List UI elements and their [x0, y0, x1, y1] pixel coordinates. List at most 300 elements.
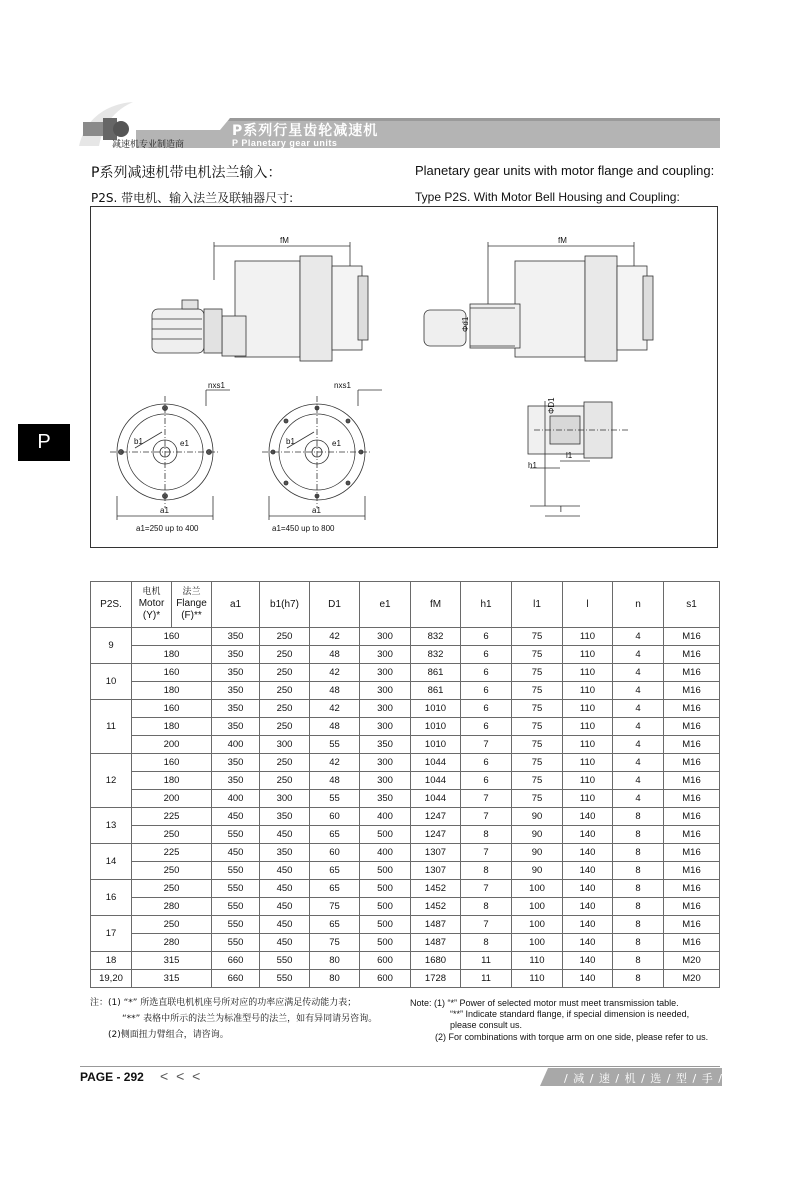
- cell-value: 90: [512, 826, 563, 844]
- cell-value: 500: [360, 826, 411, 844]
- note-en-1: Note: (1) “*” Power of selected motor must meet transmission table.: [410, 998, 679, 1008]
- cell-value: 8: [613, 952, 664, 970]
- cell-value: 90: [512, 844, 563, 862]
- note-cn-1: 注：(1) “*” 所选直联电机机座号所对应的功率应满足传动能力表；: [90, 998, 357, 1008]
- col-header-motor-code: (Y)*: [142, 610, 161, 621]
- cell-value: 48: [310, 682, 360, 700]
- col-header-b1: b1(h7): [260, 582, 310, 628]
- table-row: [91, 772, 720, 790]
- cell-value: 200: [132, 790, 212, 808]
- cell-value: 350: [212, 682, 260, 700]
- cell-value: 7: [461, 916, 512, 934]
- table-row: [91, 844, 720, 862]
- cell-value: 140: [563, 844, 613, 862]
- cell-value: 8: [613, 898, 664, 916]
- cell-size: 16: [91, 880, 132, 916]
- cell-value: 350: [212, 772, 260, 790]
- cell-value: 4: [613, 700, 664, 718]
- dim-nxs1-a: nxs1: [208, 381, 225, 390]
- col-header-flange-code: (F)**: [181, 610, 202, 621]
- cell-value: 861: [411, 664, 461, 682]
- cell-value: 300: [360, 682, 411, 700]
- cell-value: 180: [132, 718, 212, 736]
- cell-value: 550: [212, 934, 260, 952]
- cell-value: 160: [132, 664, 212, 682]
- brand-tagline: 减速机专业制造商: [112, 140, 185, 150]
- cell-value: 500: [360, 934, 411, 952]
- cell-value: 110: [563, 736, 613, 754]
- cell-value: 75: [310, 934, 360, 952]
- cell-value: M20: [664, 970, 720, 988]
- dim-fm-right: fM: [558, 236, 567, 245]
- cell-value: 1010: [411, 700, 461, 718]
- cell-value: 350: [212, 646, 260, 664]
- table-row: [91, 682, 720, 700]
- cell-value: 450: [260, 934, 310, 952]
- cell-value: 75: [512, 628, 563, 646]
- cell-value: 350: [360, 790, 411, 808]
- table-row: [91, 790, 720, 808]
- table-row: [91, 826, 720, 844]
- cell-size: 14: [91, 844, 132, 880]
- cell-value: M16: [664, 826, 720, 844]
- table-row: [91, 880, 720, 898]
- table-row: [91, 808, 720, 826]
- cell-value: 75: [512, 646, 563, 664]
- cell-value: 550: [212, 898, 260, 916]
- cell-value: 110: [563, 700, 613, 718]
- cell-value: 350: [212, 718, 260, 736]
- cell-value: 550: [260, 952, 310, 970]
- dim-nxs1-b: nxs1: [334, 381, 351, 390]
- cell-value: M16: [664, 934, 720, 952]
- cell-value: 4: [613, 628, 664, 646]
- cell-value: M16: [664, 916, 720, 934]
- cell-value: 660: [212, 952, 260, 970]
- cell-value: 1010: [411, 718, 461, 736]
- cell-value: 8: [461, 826, 512, 844]
- cell-value: 65: [310, 916, 360, 934]
- footer-rule: [80, 1066, 720, 1067]
- cell-value: M16: [664, 898, 720, 916]
- cell-value: 110: [563, 664, 613, 682]
- cell-value: 180: [132, 646, 212, 664]
- cell-value: M20: [664, 952, 720, 970]
- back-arrows-icon[interactable]: < < <: [160, 1068, 203, 1084]
- note-cn-2: “**” 表格中所示的法兰为标准型号的法兰，如有异同请另咨询。: [122, 1014, 378, 1024]
- cell-value: 11: [461, 952, 512, 970]
- table-row: [91, 898, 720, 916]
- cell-value: 550: [212, 880, 260, 898]
- cell-value: 350: [212, 754, 260, 772]
- cell-value: 250: [260, 646, 310, 664]
- cell-value: 6: [461, 718, 512, 736]
- cell-size: 11: [91, 700, 132, 754]
- header-band-shape: [136, 118, 720, 148]
- note-en-4: (2) For combinations with torque arm on one side, please refer to us.: [435, 1032, 709, 1042]
- cell-size: 13: [91, 808, 132, 844]
- side-view-right: [424, 236, 653, 361]
- cell-value: M16: [664, 646, 720, 664]
- cell-value: 350: [212, 700, 260, 718]
- cell-value: 6: [461, 682, 512, 700]
- table-body: [91, 628, 720, 988]
- cell-value: 160: [132, 754, 212, 772]
- series-title-en: P Planetary gear units: [232, 138, 338, 148]
- cell-value: 300: [360, 664, 411, 682]
- table-header-row: [91, 582, 720, 628]
- col-header-fm: fM: [411, 582, 461, 628]
- table-row: [91, 970, 720, 988]
- cell-value: 90: [512, 808, 563, 826]
- cell-value: 110: [563, 682, 613, 700]
- col-header-flange: [172, 582, 212, 628]
- cell-value: 8: [613, 808, 664, 826]
- cell-value: 4: [613, 736, 664, 754]
- cell-value: 110: [563, 754, 613, 772]
- cell-value: 400: [360, 844, 411, 862]
- cell-value: 315: [132, 970, 212, 988]
- dim-e1-a: e1: [180, 439, 189, 448]
- cell-value: 80: [310, 952, 360, 970]
- cell-value: 75: [310, 898, 360, 916]
- dimension-table: [90, 581, 720, 988]
- cell-value: 60: [310, 808, 360, 826]
- cell-value: 6: [461, 646, 512, 664]
- col-header-a1: a1: [212, 582, 260, 628]
- cell-value: 250: [260, 772, 310, 790]
- cell-value: 8: [613, 826, 664, 844]
- cell-value: 250: [260, 628, 310, 646]
- dim-e1-b: e1: [332, 439, 341, 448]
- cell-value: 450: [260, 898, 310, 916]
- cell-value: 832: [411, 646, 461, 664]
- note-en-3: please consult us.: [450, 1020, 523, 1030]
- cell-value: 90: [512, 862, 563, 880]
- cell-value: M16: [664, 718, 720, 736]
- cell-value: 250: [260, 718, 310, 736]
- cell-value: 8: [613, 862, 664, 880]
- cell-value: 450: [260, 916, 310, 934]
- cell-value: 6: [461, 628, 512, 646]
- cell-value: 75: [512, 736, 563, 754]
- dim-h1: h1: [528, 461, 537, 470]
- cell-value: 300: [260, 790, 310, 808]
- table-row: [91, 754, 720, 772]
- cell-size: 10: [91, 664, 132, 700]
- cell-value: 65: [310, 826, 360, 844]
- side-view-left: [152, 236, 368, 361]
- cell-value: 100: [512, 916, 563, 934]
- table-row: [91, 664, 720, 682]
- cell-value: M16: [664, 880, 720, 898]
- cell-value: 4: [613, 754, 664, 772]
- cell-value: 110: [512, 952, 563, 970]
- cell-value: 350: [212, 664, 260, 682]
- cell-value: 1307: [411, 862, 461, 880]
- cell-value: 55: [310, 790, 360, 808]
- cell-value: 42: [310, 628, 360, 646]
- cell-value: 400: [212, 736, 260, 754]
- cell-value: 4: [613, 664, 664, 682]
- cell-value: 140: [563, 880, 613, 898]
- cell-value: 280: [132, 934, 212, 952]
- dim-fm-left: fM: [280, 236, 289, 245]
- cell-value: 6: [461, 700, 512, 718]
- cell-value: 350: [212, 628, 260, 646]
- cell-value: 4: [613, 718, 664, 736]
- cell-value: 55: [310, 736, 360, 754]
- cell-value: 100: [512, 934, 563, 952]
- cell-value: 450: [212, 844, 260, 862]
- section-title-en: Planetary gear units with motor flange and coupling:: [415, 163, 715, 178]
- col-header-e1: e1: [360, 582, 411, 628]
- cell-value: M16: [664, 754, 720, 772]
- cell-value: 500: [360, 862, 411, 880]
- cell-value: 250: [260, 664, 310, 682]
- col-header-l: l: [563, 582, 613, 628]
- cell-value: 1247: [411, 808, 461, 826]
- series-title-cn: P系列行星齿轮减速机: [232, 123, 379, 139]
- cell-value: 450: [260, 862, 310, 880]
- cell-value: M16: [664, 772, 720, 790]
- cell-value: 110: [563, 790, 613, 808]
- cell-value: M16: [664, 664, 720, 682]
- cell-value: 250: [132, 862, 212, 880]
- cell-value: 48: [310, 646, 360, 664]
- cell-value: 315: [132, 952, 212, 970]
- front-view-a: [110, 381, 230, 533]
- cell-value: 160: [132, 700, 212, 718]
- cell-value: 140: [563, 898, 613, 916]
- col-header-l1: l1: [512, 582, 563, 628]
- cell-size: 9: [91, 628, 132, 664]
- cell-value: 100: [512, 898, 563, 916]
- cell-value: 300: [360, 628, 411, 646]
- cell-value: 600: [360, 970, 411, 988]
- cell-value: 7: [461, 736, 512, 754]
- cell-value: M16: [664, 790, 720, 808]
- cell-value: 1307: [411, 844, 461, 862]
- cell-value: 250: [260, 682, 310, 700]
- cell-value: 4: [613, 682, 664, 700]
- cell-value: 832: [411, 628, 461, 646]
- section-title-cn: P系列减速机带电机法兰输入：: [91, 165, 282, 181]
- cell-value: 400: [212, 790, 260, 808]
- cell-value: 450: [260, 880, 310, 898]
- cell-value: 140: [563, 862, 613, 880]
- cell-value: 1010: [411, 736, 461, 754]
- cell-value: 300: [360, 754, 411, 772]
- col-header-h1: h1: [461, 582, 512, 628]
- cell-value: 75: [512, 682, 563, 700]
- dim-d1-small: Φd1: [461, 316, 470, 332]
- cell-value: 110: [563, 718, 613, 736]
- technical-drawing: [90, 206, 718, 548]
- table-row: [91, 646, 720, 664]
- cell-value: 450: [260, 826, 310, 844]
- cell-value: 6: [461, 754, 512, 772]
- cell-value: 250: [132, 826, 212, 844]
- cell-value: 8: [613, 880, 664, 898]
- cell-value: 110: [563, 628, 613, 646]
- cell-value: 450: [212, 808, 260, 826]
- cell-value: 1728: [411, 970, 461, 988]
- cell-value: 42: [310, 700, 360, 718]
- cell-value: 4: [613, 790, 664, 808]
- cell-value: 1247: [411, 826, 461, 844]
- cell-value: 500: [360, 898, 411, 916]
- cell-value: 8: [613, 934, 664, 952]
- col-header-motor-cn: 电机: [142, 587, 161, 597]
- front-view-b: [262, 381, 382, 533]
- table-row: [91, 700, 720, 718]
- section-subtitle-en: Type P2S. With Motor Bell Housing and Coupling:: [415, 190, 680, 204]
- cell-value: 140: [563, 970, 613, 988]
- cell-value: 160: [132, 628, 212, 646]
- cell-value: 250: [260, 754, 310, 772]
- cell-value: M16: [664, 700, 720, 718]
- coupling-detail: [528, 397, 630, 516]
- col-header-motor: [132, 582, 172, 628]
- cell-value: M16: [664, 808, 720, 826]
- dim-b1-b: b1: [286, 437, 295, 446]
- table-row: [91, 862, 720, 880]
- table-row: [91, 916, 720, 934]
- cell-value: 300: [360, 700, 411, 718]
- cell-value: 8: [461, 898, 512, 916]
- cell-value: 75: [512, 754, 563, 772]
- col-header-d1: D1: [310, 582, 360, 628]
- cell-value: 225: [132, 808, 212, 826]
- cell-value: 300: [360, 772, 411, 790]
- cell-value: 8: [613, 844, 664, 862]
- cell-value: 350: [260, 808, 310, 826]
- cell-value: 350: [260, 844, 310, 862]
- cell-value: 75: [512, 718, 563, 736]
- table-row: [91, 934, 720, 952]
- cell-value: 660: [212, 970, 260, 988]
- cell-value: 350: [360, 736, 411, 754]
- cell-value: 60: [310, 844, 360, 862]
- cell-value: 600: [360, 952, 411, 970]
- cell-value: 8: [461, 934, 512, 952]
- cell-value: 4: [613, 772, 664, 790]
- cell-value: 8: [461, 862, 512, 880]
- col-header-s1: s1: [664, 582, 720, 628]
- cell-value: 65: [310, 862, 360, 880]
- table-row: [91, 952, 720, 970]
- cell-value: 225: [132, 844, 212, 862]
- cell-value: 1044: [411, 754, 461, 772]
- chapter-tab[interactable]: P: [18, 424, 70, 461]
- cell-size: 17: [91, 916, 132, 952]
- dim-l1: l1: [566, 451, 573, 460]
- cell-value: M16: [664, 628, 720, 646]
- cell-value: 6: [461, 772, 512, 790]
- cell-value: 1044: [411, 772, 461, 790]
- cell-value: 300: [360, 718, 411, 736]
- cell-value: 48: [310, 718, 360, 736]
- cell-value: 75: [512, 700, 563, 718]
- cell-size: 12: [91, 754, 132, 808]
- cell-value: 500: [360, 880, 411, 898]
- dim-a1-a: a1: [160, 506, 169, 515]
- cell-value: 140: [563, 934, 613, 952]
- cell-value: 140: [563, 916, 613, 934]
- cell-value: M16: [664, 682, 720, 700]
- cell-value: 180: [132, 772, 212, 790]
- cell-size: 18: [91, 952, 132, 970]
- table-row: [91, 736, 720, 754]
- cell-value: M16: [664, 844, 720, 862]
- cell-value: 500: [360, 916, 411, 934]
- cell-value: 280: [132, 898, 212, 916]
- cell-value: 550: [212, 916, 260, 934]
- cell-value: 110: [563, 646, 613, 664]
- cell-value: 1452: [411, 880, 461, 898]
- col-header-motor-en: Motor: [138, 598, 165, 609]
- section-subtitle-cn: P2S. 带电机、输入法兰及联轴器尺寸:: [91, 191, 294, 205]
- page-number: PAGE - 292: [80, 1070, 144, 1084]
- cell-value: 300: [360, 646, 411, 664]
- cell-value: 65: [310, 880, 360, 898]
- table-row: [91, 718, 720, 736]
- col-header-p2s: P2S.: [91, 582, 132, 628]
- table-row: [91, 628, 720, 646]
- cell-value: 7: [461, 844, 512, 862]
- cell-value: 8: [613, 916, 664, 934]
- cell-value: 6: [461, 664, 512, 682]
- col-header-n: n: [613, 582, 664, 628]
- cell-value: 250: [132, 916, 212, 934]
- col-header-flange-cn: 法兰: [182, 587, 201, 597]
- dim-b1-a: b1: [134, 437, 143, 446]
- cell-value: 100: [512, 880, 563, 898]
- cell-value: 7: [461, 880, 512, 898]
- cell-value: 1487: [411, 934, 461, 952]
- cell-value: 250: [132, 880, 212, 898]
- dim-a1-b: a1: [312, 506, 321, 515]
- cell-value: 861: [411, 682, 461, 700]
- range-note-b: a1=450 up to 800: [272, 524, 335, 533]
- cell-value: 400: [360, 808, 411, 826]
- cell-value: 140: [563, 952, 613, 970]
- dim-d1-detail: ΦD1: [547, 397, 556, 414]
- footer-manual-title: / 减 / 速 / 机 / 选 / 型 / 手 / 册 /: [564, 1072, 749, 1085]
- cell-value: 1452: [411, 898, 461, 916]
- cell-value: 140: [563, 808, 613, 826]
- cell-value: 4: [613, 646, 664, 664]
- cell-value: 550: [260, 970, 310, 988]
- cell-value: 48: [310, 772, 360, 790]
- cell-value: 1487: [411, 916, 461, 934]
- dim-l: l: [560, 505, 562, 514]
- cell-value: 140: [563, 826, 613, 844]
- cell-value: 110: [512, 970, 563, 988]
- cell-value: 11: [461, 970, 512, 988]
- col-header-flange-en: Flange: [176, 598, 207, 609]
- cell-value: 550: [212, 862, 260, 880]
- cell-size: 19,20: [91, 970, 132, 988]
- cell-value: 80: [310, 970, 360, 988]
- cell-value: 42: [310, 664, 360, 682]
- cell-value: 180: [132, 682, 212, 700]
- cell-value: 75: [512, 772, 563, 790]
- cell-value: M16: [664, 736, 720, 754]
- cell-value: 200: [132, 736, 212, 754]
- cell-value: 42: [310, 754, 360, 772]
